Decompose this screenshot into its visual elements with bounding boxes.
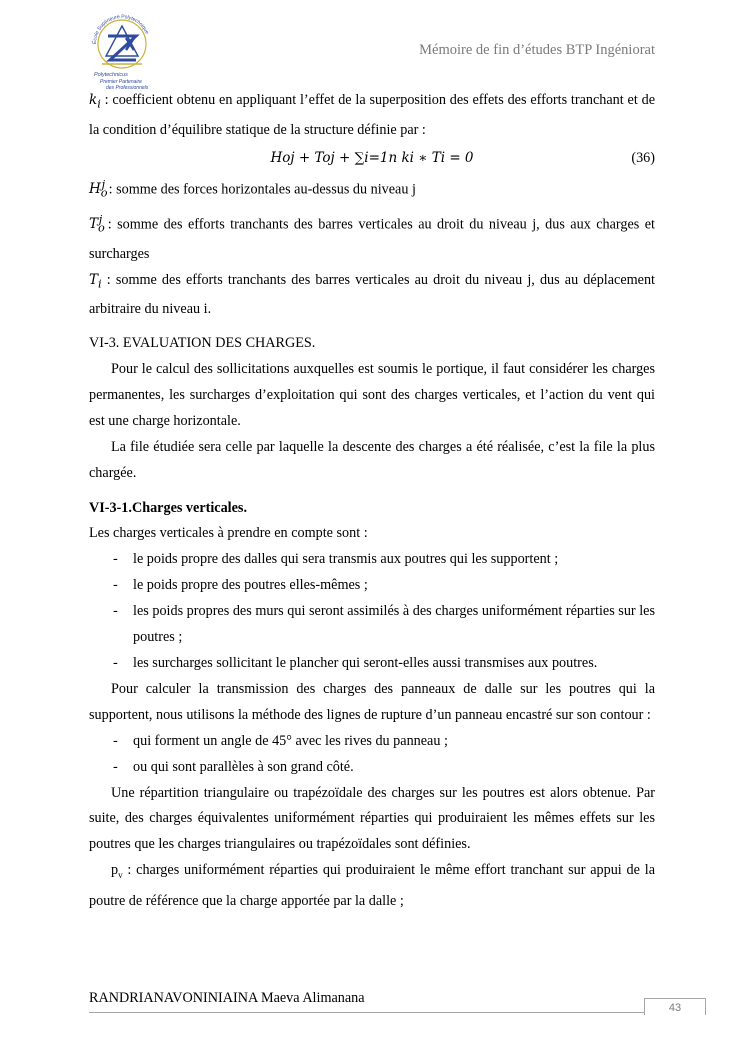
- logo-arc-text: École Supérieure Polytechnique: [91, 14, 150, 45]
- list-intro: Les charges verticales à prendre en compte sont :: [89, 525, 368, 542]
- ki-definition: $k_i$ : coefficient obtenu en appliquant l’effet de la superposition des effets des efforts tranchant et de la condition d’équilibre statique de la structure définie par :: [89, 92, 655, 138]
- ki-symbol: $k_i$: [89, 92, 101, 111]
- page-number: 43: [644, 998, 706, 1015]
- equation-number: (36): [631, 149, 655, 166]
- pv-symbol: $p_v$: [111, 862, 123, 881]
- to-definition: $T_o^j$ : somme des efforts tranchants des barres verticales au droit du niveau j, dus aux charges et surcharges: [89, 212, 655, 262]
- logo-line2: Premier Partenaire: [100, 79, 142, 85]
- equation-36: [89, 144, 655, 172]
- footer-author: RANDRIANAVONINIAINA Maeva Alimanana: [89, 990, 365, 1006]
- list-item: - les poids propres des murs qui seront assimilés à des charges uniformément réparties sur les poutres ;: [89, 599, 655, 651]
- ho-definition: $H_o^j$ : somme des forces horizontales au-dessus du niveau j: [89, 177, 416, 200]
- to-symbol: $T_o^j$: [89, 212, 105, 235]
- pv-definition: $p_v$ : charges uniformément réparties qui produiraient le même effort tranchant sur appui de la poutre de référence que la charge apportée par la dalle ;: [89, 862, 655, 909]
- institution-logo: [86, 14, 158, 92]
- list-item: - le poids propre des poutres elles-mêmes ;: [89, 573, 655, 599]
- paragraph-2: La file étudiée sera celle par laquelle la descente des charges a été réalisée, c’est la file la plus chargée.: [89, 438, 655, 481]
- paragraph-1: Pour le calcul des sollicitations auxquelles est soumis le portique, il faut considérer les charges permanentes, les surcharges d’exploitation qui sont des charges verticales, et l’action du vent qui est une charge horizontale.: [89, 361, 655, 429]
- subsection-title: VI-3-1.Charges verticales.: [89, 499, 247, 516]
- header-title: Mémoire de fin d’études BTP Ingéniorat: [419, 42, 655, 58]
- equation-formula: Hoj + Toj + ∑i=1n ki ∗ Ti = 0: [270, 149, 474, 166]
- list-item: - qui forment un angle de 45° avec les rives du panneau ;: [89, 729, 655, 755]
- section-title: VI-3. EVALUATION DES CHARGES.: [89, 335, 316, 352]
- paragraph-3: Pour calculer la transmission des charges des panneaux de dalle sur les poutres qui la supportent, nous utilisons la méthode des lignes de rupture d’un panneau encastré sur son contour :: [89, 680, 655, 723]
- ho-symbol: $H_o^j$: [89, 177, 108, 200]
- paragraph-4: Une répartition triangulaire ou trapézoïdale des charges sur les poutres est alors obtenue. Par suite, des charges équivalentes uniformément réparties qui produiraient les mêmes effets sur les poutres que les charges triangulaires ou trapézoïdales sont définies.: [89, 784, 655, 853]
- document-body: [89, 88, 655, 915]
- footer-divider: [89, 1012, 706, 1013]
- ti-symbol: $T_i$: [89, 271, 102, 291]
- logo-line1: Polytechnicus: [94, 72, 128, 78]
- list-item: - le poids propre des dalles qui sera transmis aux poutres qui les supportent ;: [89, 547, 655, 573]
- ti-definition: $T_i$ : somme des efforts tranchants des barres verticales au droit du niveau j, dus au déplacement arbitraire du niveau i.: [89, 271, 655, 318]
- rupture-lines-list: [89, 729, 655, 781]
- list-item: - ou qui sont parallèles à son grand côté.: [89, 755, 655, 781]
- logo-line3: des Professionnels: [106, 85, 149, 91]
- list-item: - les surcharges sollicitant le plancher qui seront-elles aussi transmises aux poutres.: [89, 651, 655, 677]
- vertical-loads-list: [89, 547, 655, 677]
